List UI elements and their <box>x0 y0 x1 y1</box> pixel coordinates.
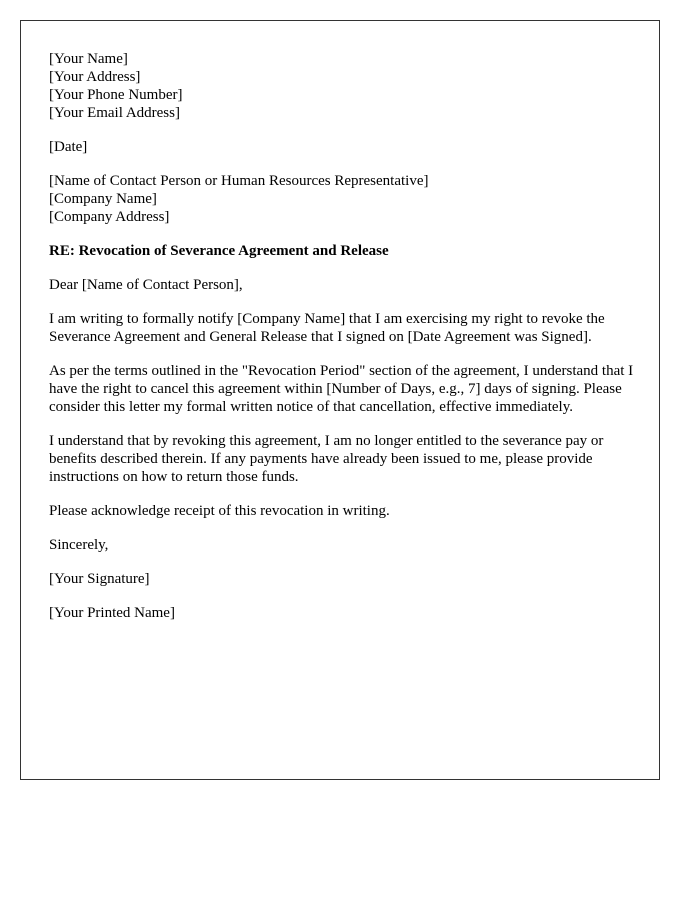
recipient-company-address: [Company Address] <box>49 209 170 225</box>
letter-date: [Date] <box>49 139 88 155</box>
body-paragraph-1: I am writing to formally notify [Company Name] that I am exercising my right to revoke the Severance Agreement and General Release that I signed on [Date Agreement was Signed]. <box>49 311 605 345</box>
signature-placeholder: [Your Signature] <box>49 571 150 587</box>
body-paragraph-2: As per the terms outlined in the "Revocation Period" section of the agreement, I understand that I have the right to cancel this agreement within [Number of Days, e.g., 7] days of signing. Please consider this letter my formal written notice of that cancellation, effective immediately. <box>49 363 634 415</box>
closing: Sincerely, <box>49 537 109 553</box>
body-paragraph-4: Please acknowledge receipt of this revocation in writing. <box>49 503 390 519</box>
letter-content <box>49 50 634 638</box>
printed-name: [Your Printed Name] <box>49 605 175 621</box>
sender-address: [Your Address] <box>49 69 141 85</box>
date-block <box>49 138 634 156</box>
sender-phone: [Your Phone Number] <box>49 87 183 103</box>
sender-block <box>49 50 634 122</box>
sender-name: [Your Name] <box>49 51 128 67</box>
sender-email: [Your Email Address] <box>49 105 180 121</box>
recipient-contact: [Name of Contact Person or Human Resources Representative] <box>49 173 429 189</box>
salutation: Dear [Name of Contact Person], <box>49 277 243 293</box>
recipient-company-name: [Company Name] <box>49 191 157 207</box>
recipient-block <box>49 172 634 226</box>
subject-line: RE: Revocation of Severance Agreement and Release <box>49 243 389 259</box>
letter-page <box>20 20 660 780</box>
body-paragraph-3: I understand that by revoking this agreement, I am no longer entitled to the severance pay or benefits described therein. If any payments have already been issued to me, please provide instructions on how to return those funds. <box>49 433 604 485</box>
